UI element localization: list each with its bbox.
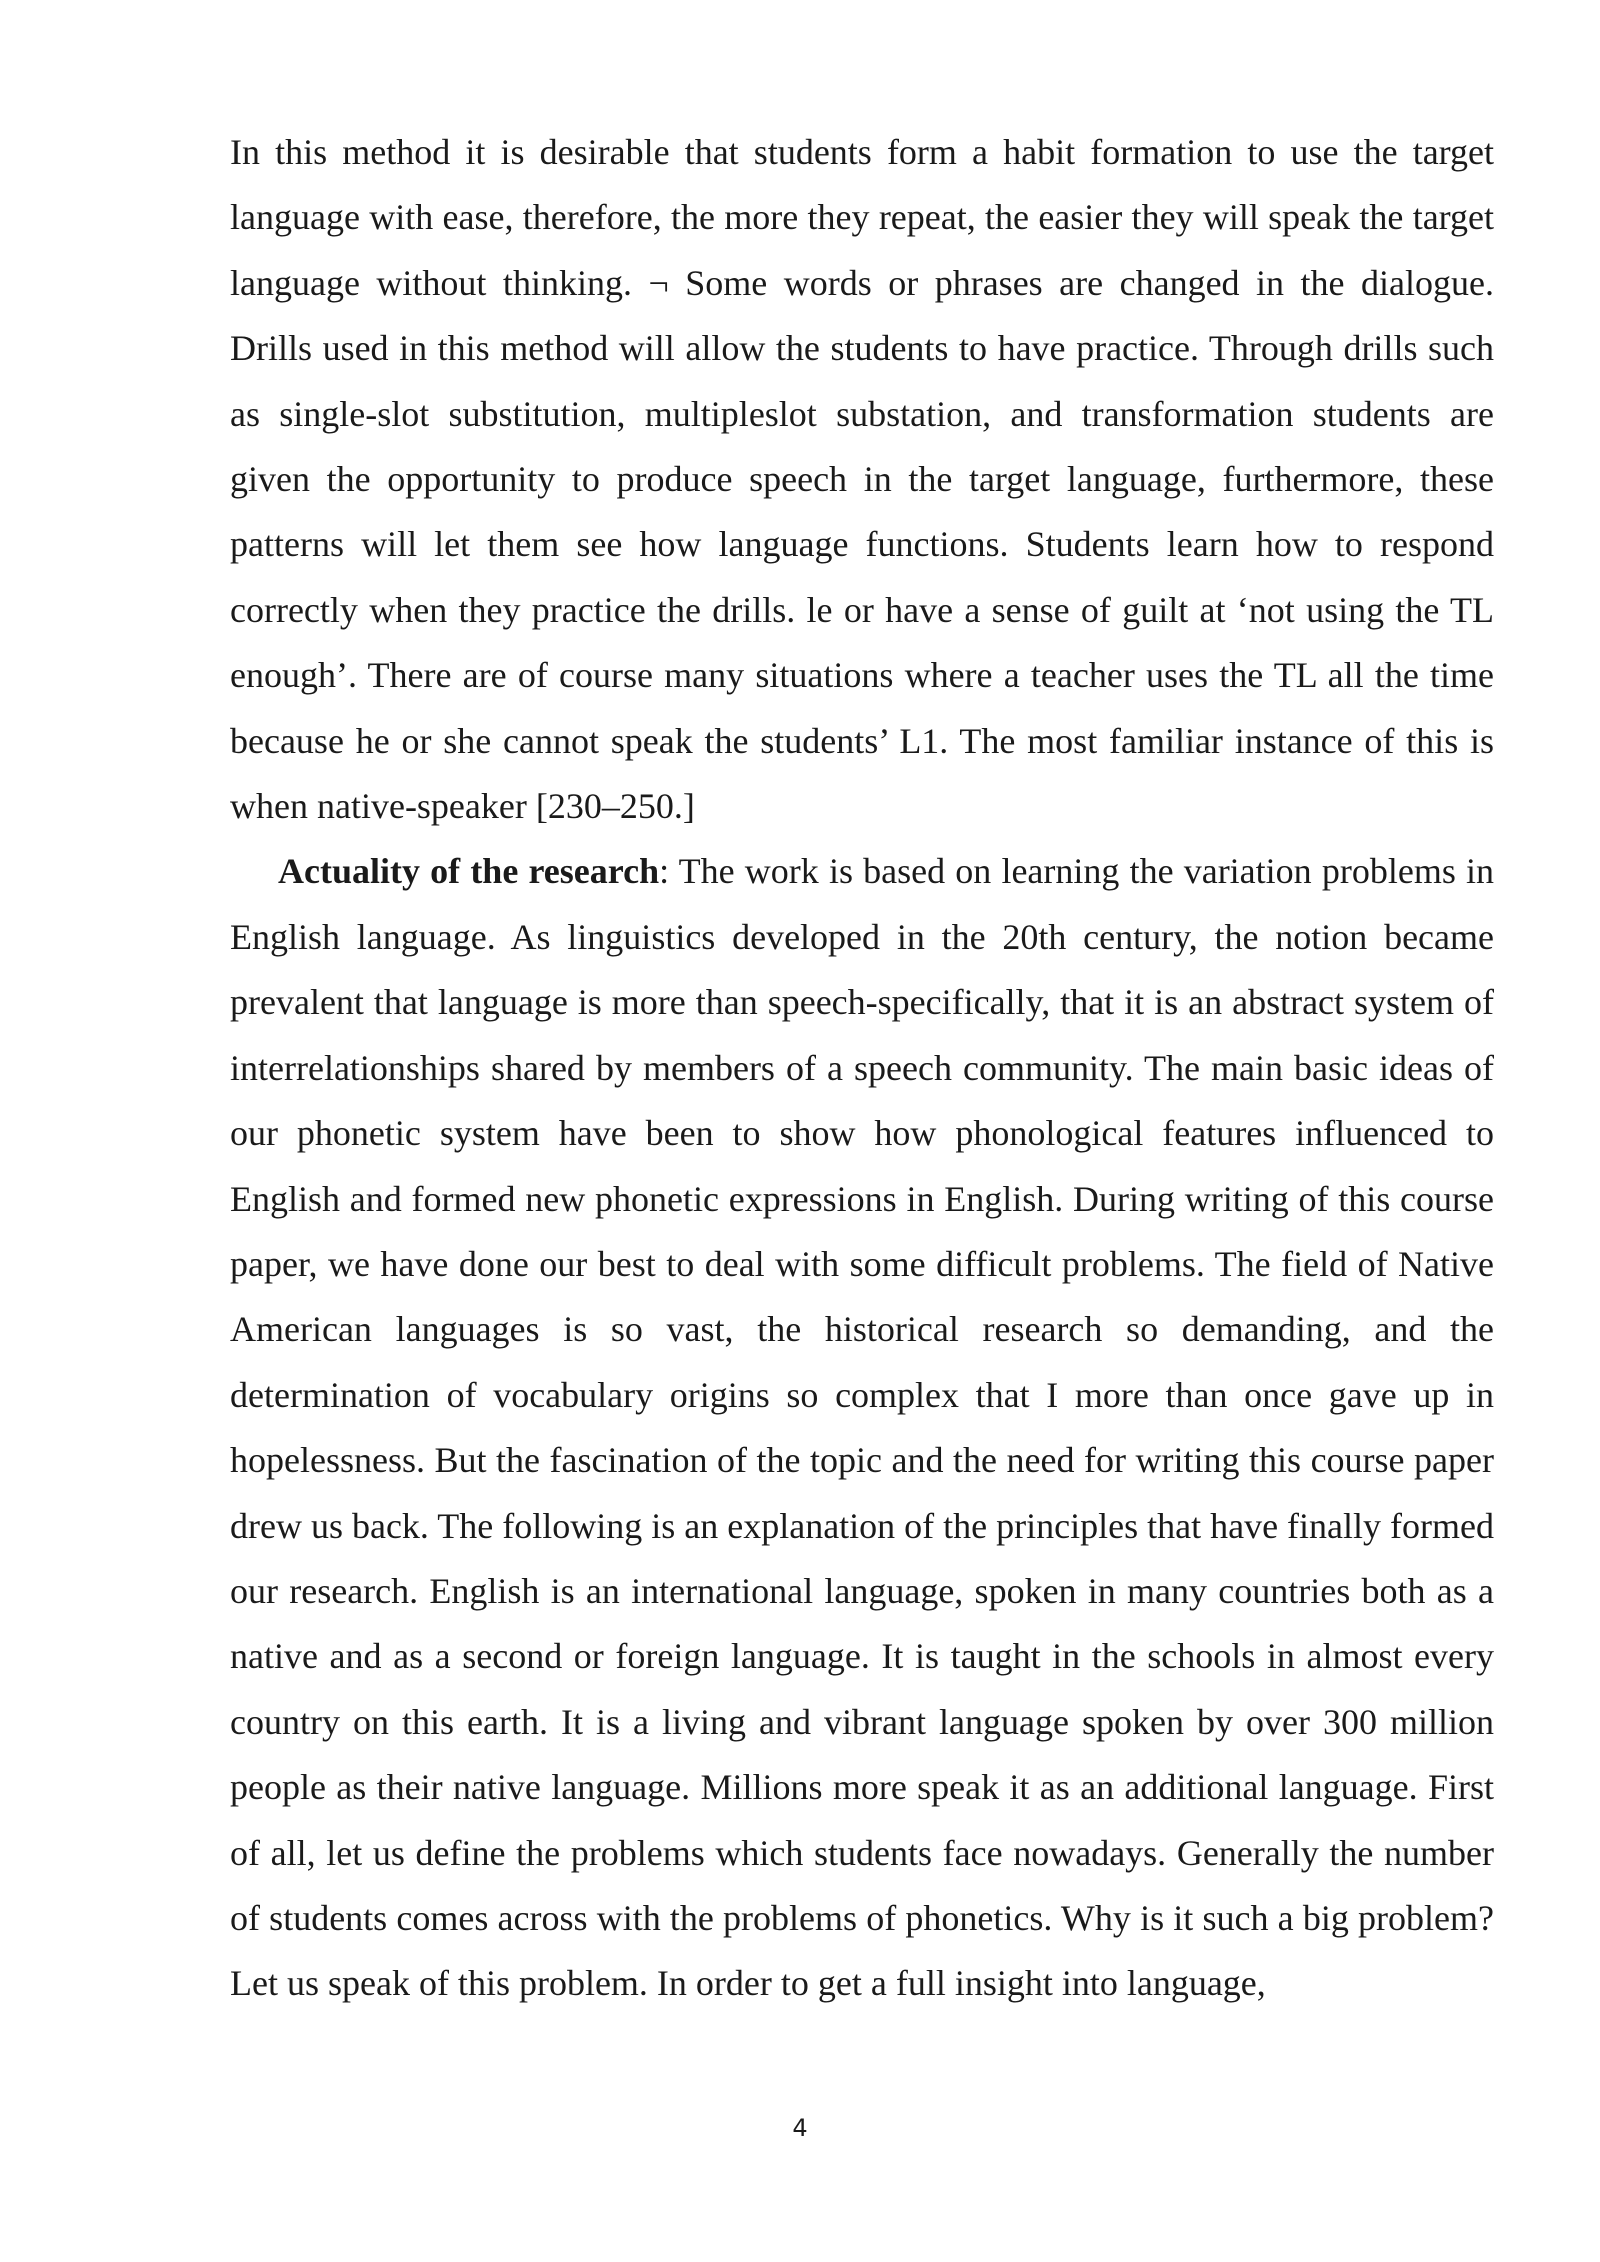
- body-text: [230, 120, 1494, 2017]
- paragraph-actuality: [230, 839, 1494, 2016]
- page-number: 4: [792, 2114, 808, 2142]
- paragraph-method-drills: In this method it is desirable that students form a habit formation to use the target language with ease, therefore, the more they repeat, the easier they will speak the target language without thinking. ¬ Some words or phrases are changed in the dialogue. Drills used in this method will allow the students to have practice. Through drills such as single-slot substitution, multipleslot substation, and transformation students are given the opportunity to produce speech in the target language, furthermore, these patterns will let them see how language functions. Students learn how to respond correctly when they practice the drills. le or have a sense of guilt at ‘not using the TL enough’. There are of course many situations where a teacher uses the TL all the time because he or she cannot speak the students’ L1. The most familiar instance of this is when native-speaker [230–250.]: [230, 132, 1494, 827]
- actuality-body: : The work is based on learning the variation problems in English language. As linguistics developed in the 20th century, the notion became prevalent that language is more than speech-specifically, that it is an abstract system of interrelationships shared by members of a speech community. The main basic ideas of our phonetic system have been to show how phonological features influenced to English and formed new phonetic expressions in English. During writing of this course paper, we have done our best to deal with some difficult problems. The field of Native American languages is so vast, the historical research so demanding, and the determination of vocabulary origins so complex that I more than once gave up in hopelessness. But the fascination of the topic and the need for writing this course paper drew us back. The following is an explanation of the principles that have finally formed our research. English is an international language, spoken in many countries both as a native and as a second or foreign language. It is taught in the schools in almost every country on this earth. It is a living and vibrant language spoken by over 300 million people as their native language. Millions more speak it as an additional language. First of all, let us define the problems which students face nowadays. Generally the number of students comes across with the problems of phonetics. Why is it such a big problem? Let us speak of this problem. In order to get a full insight into language,: [230, 851, 1495, 2004]
- actuality-heading: Actuality of the research: [278, 851, 660, 892]
